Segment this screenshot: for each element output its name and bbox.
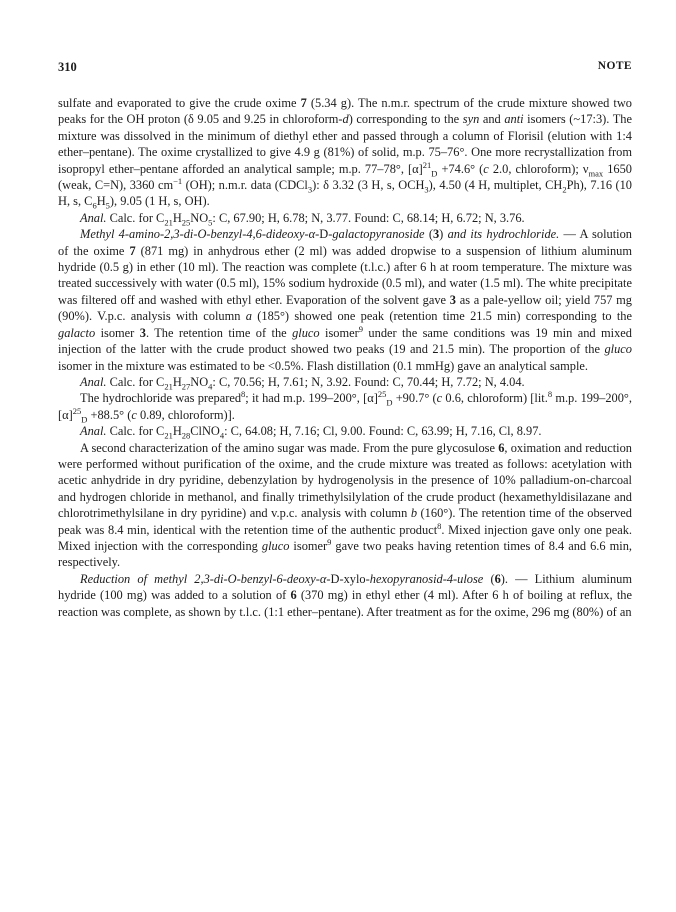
- paragraph-hydrochloride: The hydrochloride was prepared$^8$; it had m.p. 199–200°, $[\alpha]^{25}_D +90.7^\circ$ (c 0.6, chloroform) [lit.$^8$ m.p. 199–200°, $[\alpha]^{25}_D +88.5^\circ$ (c 0.89, chloroform)].: [58, 389, 632, 425]
- running-head: [58, 60, 632, 76]
- paragraph-anal-hydrochloride: Anal. Calc. for $C_{21}H_{28}ClNO_4$: C, 64.08; H, 7.16; Cl, 9.00. Found: C, 63.99; H, 7.16, Cl, 8.97.: [80, 424, 542, 441]
- article-body: [58, 95, 632, 620]
- paragraph-oxime-characterization: sulfate and evaporated to give the crude oxime 7 (5.34 g). The n.m.r. spectrum of the crude mixture showed two peaks for the OH proton (δ 9.05 and 9.25 in chloroform-d) corresponding to the syn and anti isomers (~17:3). The mixture was dissolved in the minimum of diethyl ether and passed through a column of Florisil (elution with 1:4 ether–pentane). The oxime crystallized to give 4.9 g (81%) of solid, m.p. 75–76°. One more recrystallization from isopropyl ether–pentane afforded an analytical sample; m.p. 77–78°, $[\alpha]^{21}_D +74.6^\circ$ (c 2.0, chloroform); $\nu_{max}$ 1650 (weak, C=N), 3360 $cm^{-1}$ (OH); n.m.r. data (CDCl$_3$): δ 3.32 (3 H, s, $OCH_3$), 4.50 (4 H, multiplet, $CH_2Ph$), 7.16 (10 H, s, $C_6H_5$), 9.05 (1 H, s, OH).: [58, 96, 632, 211]
- page-number: 310: [58, 60, 77, 74]
- paragraph-reduction-heading: Reduction of methyl 2,3-di-O-benzyl-6-deoxy-α-D-xylo-hexopyranosid-4-ulose (6). — Lithium aluminum hydride (100 mg) was added to a solution of 6 (370 mg) in ethyl ether (4 ml). After 6 h of boiling at reflux, the reaction was complete, as shown by t.l.c. (1:1 ether–pentane). After treatment as for the oxime, 296 mg (80%) of an: [58, 571, 632, 619]
- section-label: NOTE: [597, 60, 632, 72]
- paragraph-second-characterization: A second characterization of the amino sugar was made. From the pure glycosulose 6, oximation and reduction were performed without purification of the oxime, and the crude mixture was treated as follows: acetylation with acetic anhydride in dry pyridine, debenzylation by hydrogenolysis in the presence of 10% palladium-on-charcoal and hydrogen chloride in methanol, and finally trimethylsilylation of the crude product (hexamethyldisilazane and chlorotrimethylsilane in dry pyridine) and v.p.c. analysis with column b (160°). The retention time of the observed peak was 8.4 min, identical with the retention time of the authentic product$^8$. Mixed injection gave only one peak. Mixed injection with the corresponding gluco isomer$^9$ gave two peaks having retention times of 8.4 and 6.6 min, respectively.: [58, 440, 632, 570]
- paragraph-anal-amine: Anal. Calc. for $C_{21}H_{27}NO_4$: C, 70.56; H, 7.61; N, 3.92. Found: C, 70.44; H, 7.72; N, 4.04.: [80, 374, 525, 392]
- paragraph-anal-oxime: Anal. Calc. for $C_{21}H_{25}NO_5$: C, 67.90; H, 6.78; N, 3.77. Found: C, 68.14; H, 6.72; N, 3.76.: [80, 210, 525, 228]
- paragraph-amino-sugar-prep: Methyl 4-amino-2,3-di-O-benzyl-4,6-dideoxy-α-D-galactopyranoside (3) and its hydrochloride. — A solution of the oxime 7 (871 mg) in anhydrous ether (2 ml) was added dropwise to a suspension of lithium aluminum hydride (0.5 g) in ether (10 ml). The reaction was complete (t.l.c.) after 6 h at room temperature. The mixture was treated successively with water (0.5 ml), 15% sodium hydroxide (0.5 ml), and water (1.5 ml). The white precipitate was filtered off and washed with ethyl ether. Evaporation of the solvent gave 3 as a pale-yellow oil; yield 757 mg (90%). V.p.c. analysis with column a (185°) showed one peak (retention time 21.5 min) corresponding to the galacto isomer 3. The retention time of the gluco isomer$^9$ under the same conditions was 19 min and mixed injection of the latter with the crude product showed two peaks (19 and 21.5 min). The proportion of the gluco isomer in the mixture was estimated to be <0.5%. Flash distillation (0.1 mmHg) gave an analytical sample.: [58, 227, 633, 373]
